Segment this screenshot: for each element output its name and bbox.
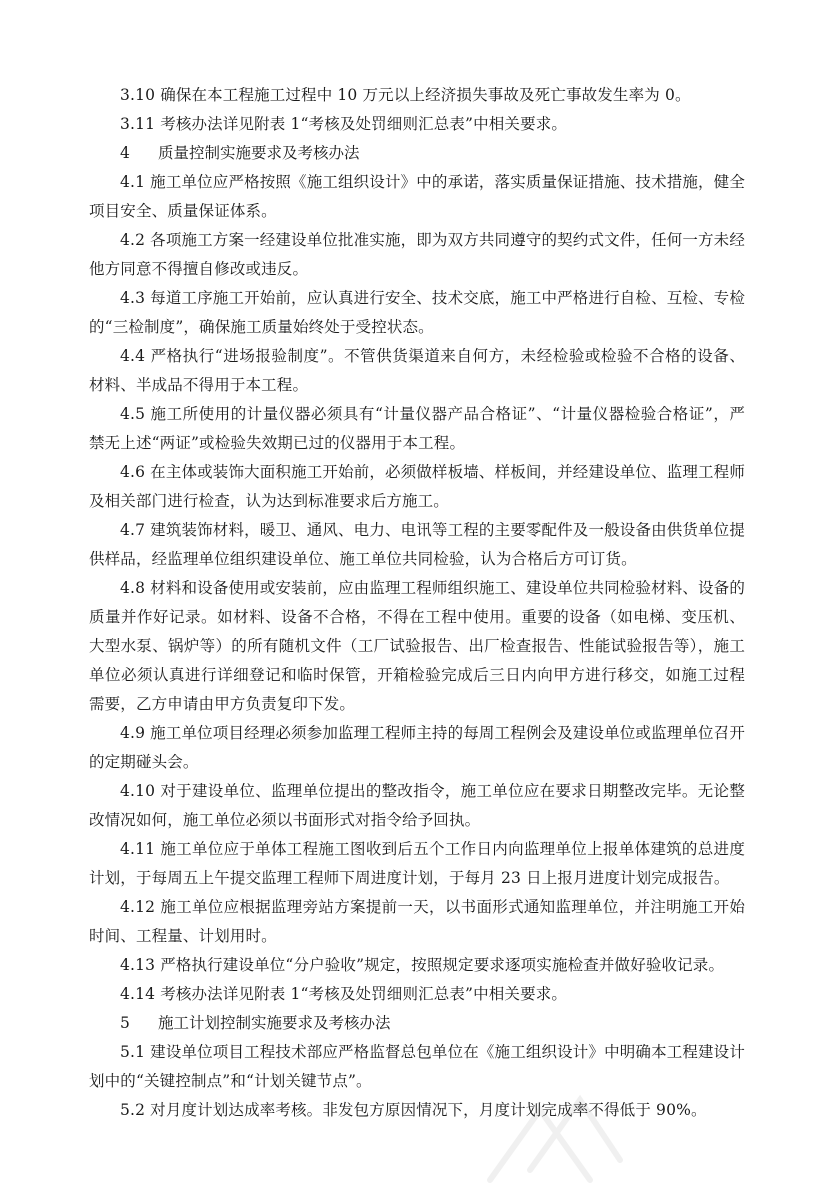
paragraph-3-10: 3.10 确保在本工程施工过程中 10 万元以上经济损失事故及死亡事故发生率为 0。 (120, 86, 691, 104)
paragraph-4-11: 4.11 施工单位应于单体工程施工图收到后五个工作日内向监理单位上报单体建筑的总进度计划，于每周五上午提交监理工程师下周进度计划，于每月 23 日上报月进度计划完成报告。 (89, 840, 745, 887)
paragraph-4-6: 4.6 在主体或装饰大面积施工开始前，必须做样板墙、样板间，并经建设单位、监理工程师及相关部门进行检查，认为达到标准要求后方施工。 (89, 463, 745, 510)
paragraph-4-9: 4.9 施工单位项目经理必须参加监理工程师主持的每周工程例会及建设单位或监理单位召开的定期碰头会。 (89, 724, 745, 771)
paragraph-5-1: 5.1 建设单位项目工程技术部应严格监督总包单位在《施工组织设计》中明确本工程建设计划中的“关键控制点”和“计划关键节点”。 (89, 1043, 745, 1090)
paragraph-4-5: 4.5 施工所使用的计量仪器必须具有“计量仪器产品合格证”、“计量仪器检验合格证”，严禁无上述“两证”或检验失效期已过的仪器用于本工程。 (89, 405, 745, 452)
paragraph-3-11: 3.11 考核办法详见附表 1“考核及处罚细则汇总表”中相关要求。 (120, 115, 568, 133)
document-body (89, 81, 745, 1125)
paragraph-4-1: 4.1 施工单位应严格按照《施工组织设计》中的承诺，落实质量保证措施、技术措施，健全项目安全、质量保证体系。 (89, 173, 745, 220)
paragraph-4-10: 4.10 对于建设单位、监理单位提出的整改指令，施工单位应在要求日期整改完毕。无论整改情况如何，施工单位必须以书面形式对指令给予回执。 (89, 782, 745, 829)
paragraph-4-3: 4.3 每道工序施工开始前，应认真进行安全、技术交底，施工中严格进行自检、互检、专检的“三检制度”，确保施工质量始终处于受控状态。 (89, 289, 745, 336)
section-number: 5 (120, 1014, 130, 1032)
section-title: 质量控制实施要求及考核办法 (158, 144, 360, 162)
paragraph-4-7: 4.7 建筑装饰材料，暖卫、通风、电力、电讯等工程的主要零配件及一般设备由供货单位提供样品，经监理单位组织建设单位、施工单位共同检验，认为合格后方可订货。 (89, 521, 745, 568)
section-title: 施工计划控制实施要求及考核办法 (158, 1014, 391, 1032)
paragraph-4-14: 4.14 考核办法详见附表 1“考核及处罚细则汇总表”中相关要求。 (120, 985, 568, 1003)
paragraph-4-12: 4.12 施工单位应根据监理旁站方案提前一天，以书面形式通知监理单位，并注明施工开始时间、工程量、计划用时。 (89, 898, 745, 945)
paragraph-4-8: 4.8 材料和设备使用或安装前，应由监理工程师组织施工、建设单位共同检验材料、设备的质量并作好记录。如材料、设备不合格，不得在工程中使用。重要的设备（如电梯、变压机、大型水泵、锅炉等）的所有随机文件（工厂试验报告、出厂检查报告、性能试验报告等），施工单位必须认真进行详细登记和临时保管，开箱检验完成后三日内向甲方进行移交，如施工过程需要，乙方申请由甲方负责复印下发。 (89, 579, 745, 713)
section-heading-5 (89, 1009, 745, 1038)
section-number: 4 (120, 144, 130, 162)
paragraph-4-2: 4.2 各项施工方案一经建设单位批准实施，即为双方共同遵守的契约式文件，任何一方未经他方同意不得擅自修改或违反。 (89, 231, 745, 278)
paragraph-4-13: 4.13 严格执行建设单位“分户验收”规定，按照规定要求逐项实施检查并做好验收记录。 (120, 956, 725, 974)
paragraph-4-4: 4.4 严格执行“进场报验制度”。不管供货渠道来自何方，未经检验或检验不合格的设备、材料、半成品不得用于本工程。 (89, 347, 745, 394)
section-heading-4 (89, 139, 745, 168)
paragraph-5-2: 5.2 对月度计划达成率考核。非发包方原因情况下，月度计划完成率不得低于 90%。 (120, 1101, 707, 1119)
